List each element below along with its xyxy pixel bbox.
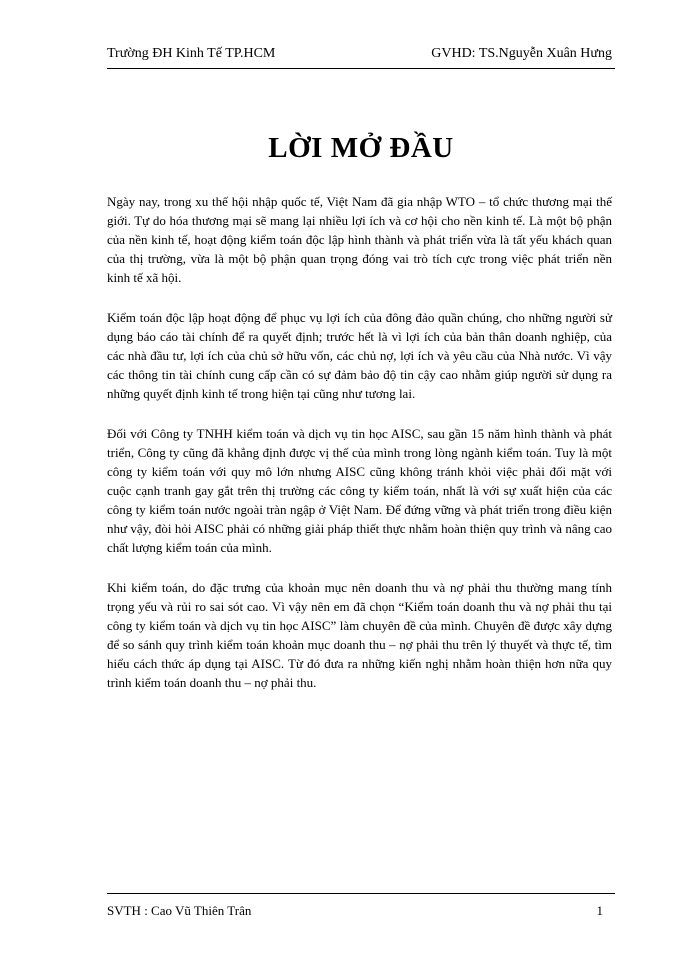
header-school: Trường ĐH Kinh Tế TP.HCM <box>107 46 276 61</box>
paragraph-4: Khi kiểm toán, do đặc trưng của khoản mục nên doanh thu và nợ phải thu thường mang tính trọng yếu và rủi ro sai sót cao. Vì vậy nên em đã chọn “Kiểm toán doanh thu và nợ phải thu tại công ty kiểm toán và dịch vụ tin học AISC” làm chuyên đề của mình. Chuyên đề được xây dựng để so sánh quy trình kiểm toán khoản mục doanh thu – nợ phải thu trên lý thuyết và thực tế, tìm hiểu cách thức áp dụng tại AISC. Từ đó đưa ra những kiến nghị nhằm hoàn thiện hơn nữa quy trình kiểm toán doanh thu – nợ phải thu. <box>107 580 612 690</box>
header-advisor: GVHD: TS.Nguyễn Xuân Hưng <box>431 46 612 61</box>
page-footer <box>107 893 615 922</box>
page-number: 1 <box>596 903 603 918</box>
paragraph-1: Ngày nay, trong xu thế hội nhập quốc tế, Việt Nam đã gia nhập WTO – tổ chức thương mại thế giới. Tự do hóa thương mại sẽ mang lại nhiều lợi ích và cơ hội cho nền kinh tế. Là một bộ phận của nền kinh tế, hoạt động kiểm toán độc lập hình thành và phát triển vừa là tất yếu khách quan của thị trường, vừa là một bộ phận quan trọng đóng vai trò tích cực trong việc phát triển nền kinh tế xã hội. <box>107 194 612 285</box>
footer-student: SVTH : Cao Vũ Thiên Trân <box>107 903 252 918</box>
paragraph-3: Đối với Công ty TNHH kiểm toán và dịch vụ tin học AISC, sau gần 15 năm hình thành và phát triển, Công ty cũng đã khẳng định được vị thế của mình trong lòng ngành kiểm toán. Tuy là một công ty kiểm toán với quy mô lớn nhưng AISC cũng không tránh khỏi việc phải đối mặt với cuộc cạnh tranh gay gắt trên thị trường các công ty kiểm toán, nhất là với sự xuất hiện của các công ty kiểm toán nước ngoài tràn ngập ở Việt Nam. Để đứng vững và phát triển trong điều kiện như vậy, đòi hỏi AISC phải có những giải pháp thiết thực nhằm hoàn thiện quy trình và nâng cao chất lượng kiểm toán của mình. <box>107 426 612 555</box>
page-header <box>107 44 615 69</box>
page-title: LỜI MỞ ĐẦU <box>268 132 454 164</box>
paragraph-2: Kiểm toán độc lập hoạt động để phục vụ lợi ích của đông đảo quần chúng, cho những người sử dụng báo cáo tài chính để ra quyết định; trước hết là vì lợi ích của bản thân doanh nghiệp, của các nhà đầu tư, lợi ích của chủ sở hữu vốn, các chủ nợ, lợi ích và yêu cầu của Nhà nước. Vì vậy các thông tin tài chính cung cấp cần có sự đảm bảo độ tin cậy cao nhằm giúp người sử dụng ra những quyết định kinh tế trong hiện tại cũng như tương lai. <box>107 310 612 401</box>
body-text <box>107 192 612 713</box>
